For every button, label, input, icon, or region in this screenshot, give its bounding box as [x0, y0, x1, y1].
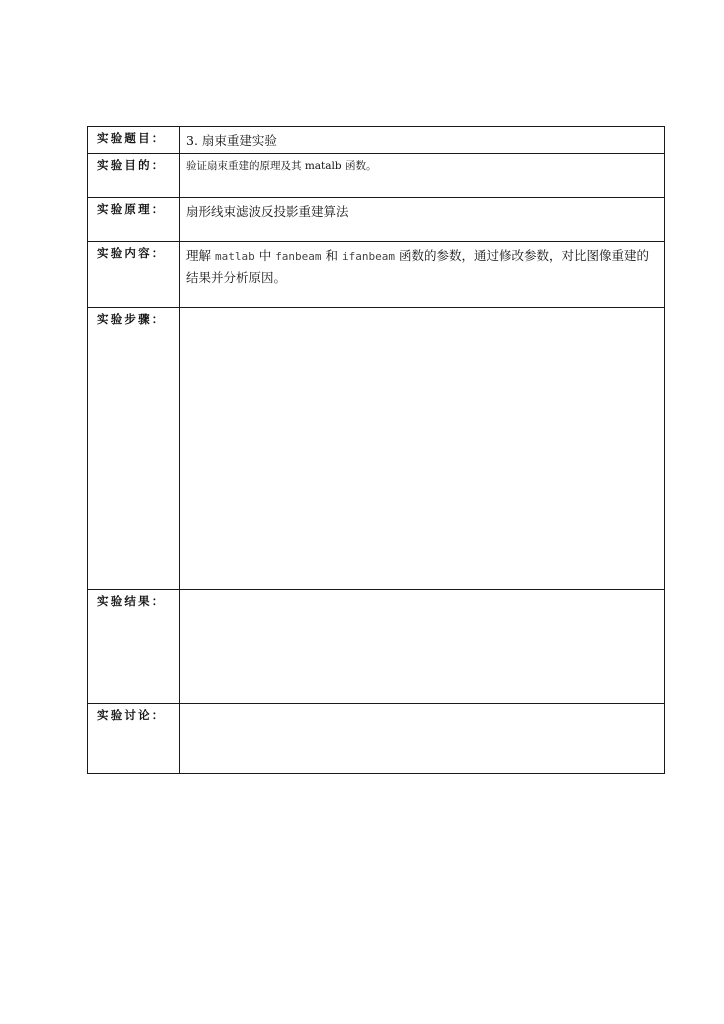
title-label: 实验题目： — [88, 127, 180, 154]
steps-label: 实验步骤： — [88, 308, 180, 590]
steps-value — [180, 308, 665, 590]
purpose-label: 实验目的： — [88, 154, 180, 198]
content-code-matlab: matlab — [214, 250, 255, 263]
results-label: 实验结果： — [88, 590, 180, 704]
content-text-2: 中 — [254, 248, 276, 263]
row-principle — [88, 198, 665, 242]
experiment-report-form — [87, 126, 665, 774]
content-code-fanbeam: fanbeam — [275, 250, 322, 263]
title-value: 3. 扇束重建实验 — [180, 127, 665, 154]
row-results — [88, 590, 665, 704]
content-label: 实验内容： — [88, 242, 180, 308]
content-text-4: 函数的参数，通过修改参数，对比图像重建的结果并分析原因。 — [186, 248, 649, 285]
row-discussion — [88, 704, 665, 774]
content-code-ifanbeam: ifanbeam — [342, 250, 395, 263]
results-value — [180, 590, 665, 704]
row-steps — [88, 308, 665, 590]
content-text-1: 理解 — [186, 248, 215, 263]
principle-value: 扇形线束滤波反投影重建算法 — [180, 198, 665, 242]
content-value — [180, 242, 665, 308]
row-title — [88, 127, 665, 154]
principle-label: 实验原理： — [88, 198, 180, 242]
content-text-3: 和 — [321, 248, 342, 263]
purpose-value: 验证扇束重建的原理及其 matalb 函数。 — [180, 154, 665, 198]
row-content — [88, 242, 665, 308]
discussion-value — [180, 704, 665, 774]
discussion-label: 实验讨论： — [88, 704, 180, 774]
row-purpose — [88, 154, 665, 198]
